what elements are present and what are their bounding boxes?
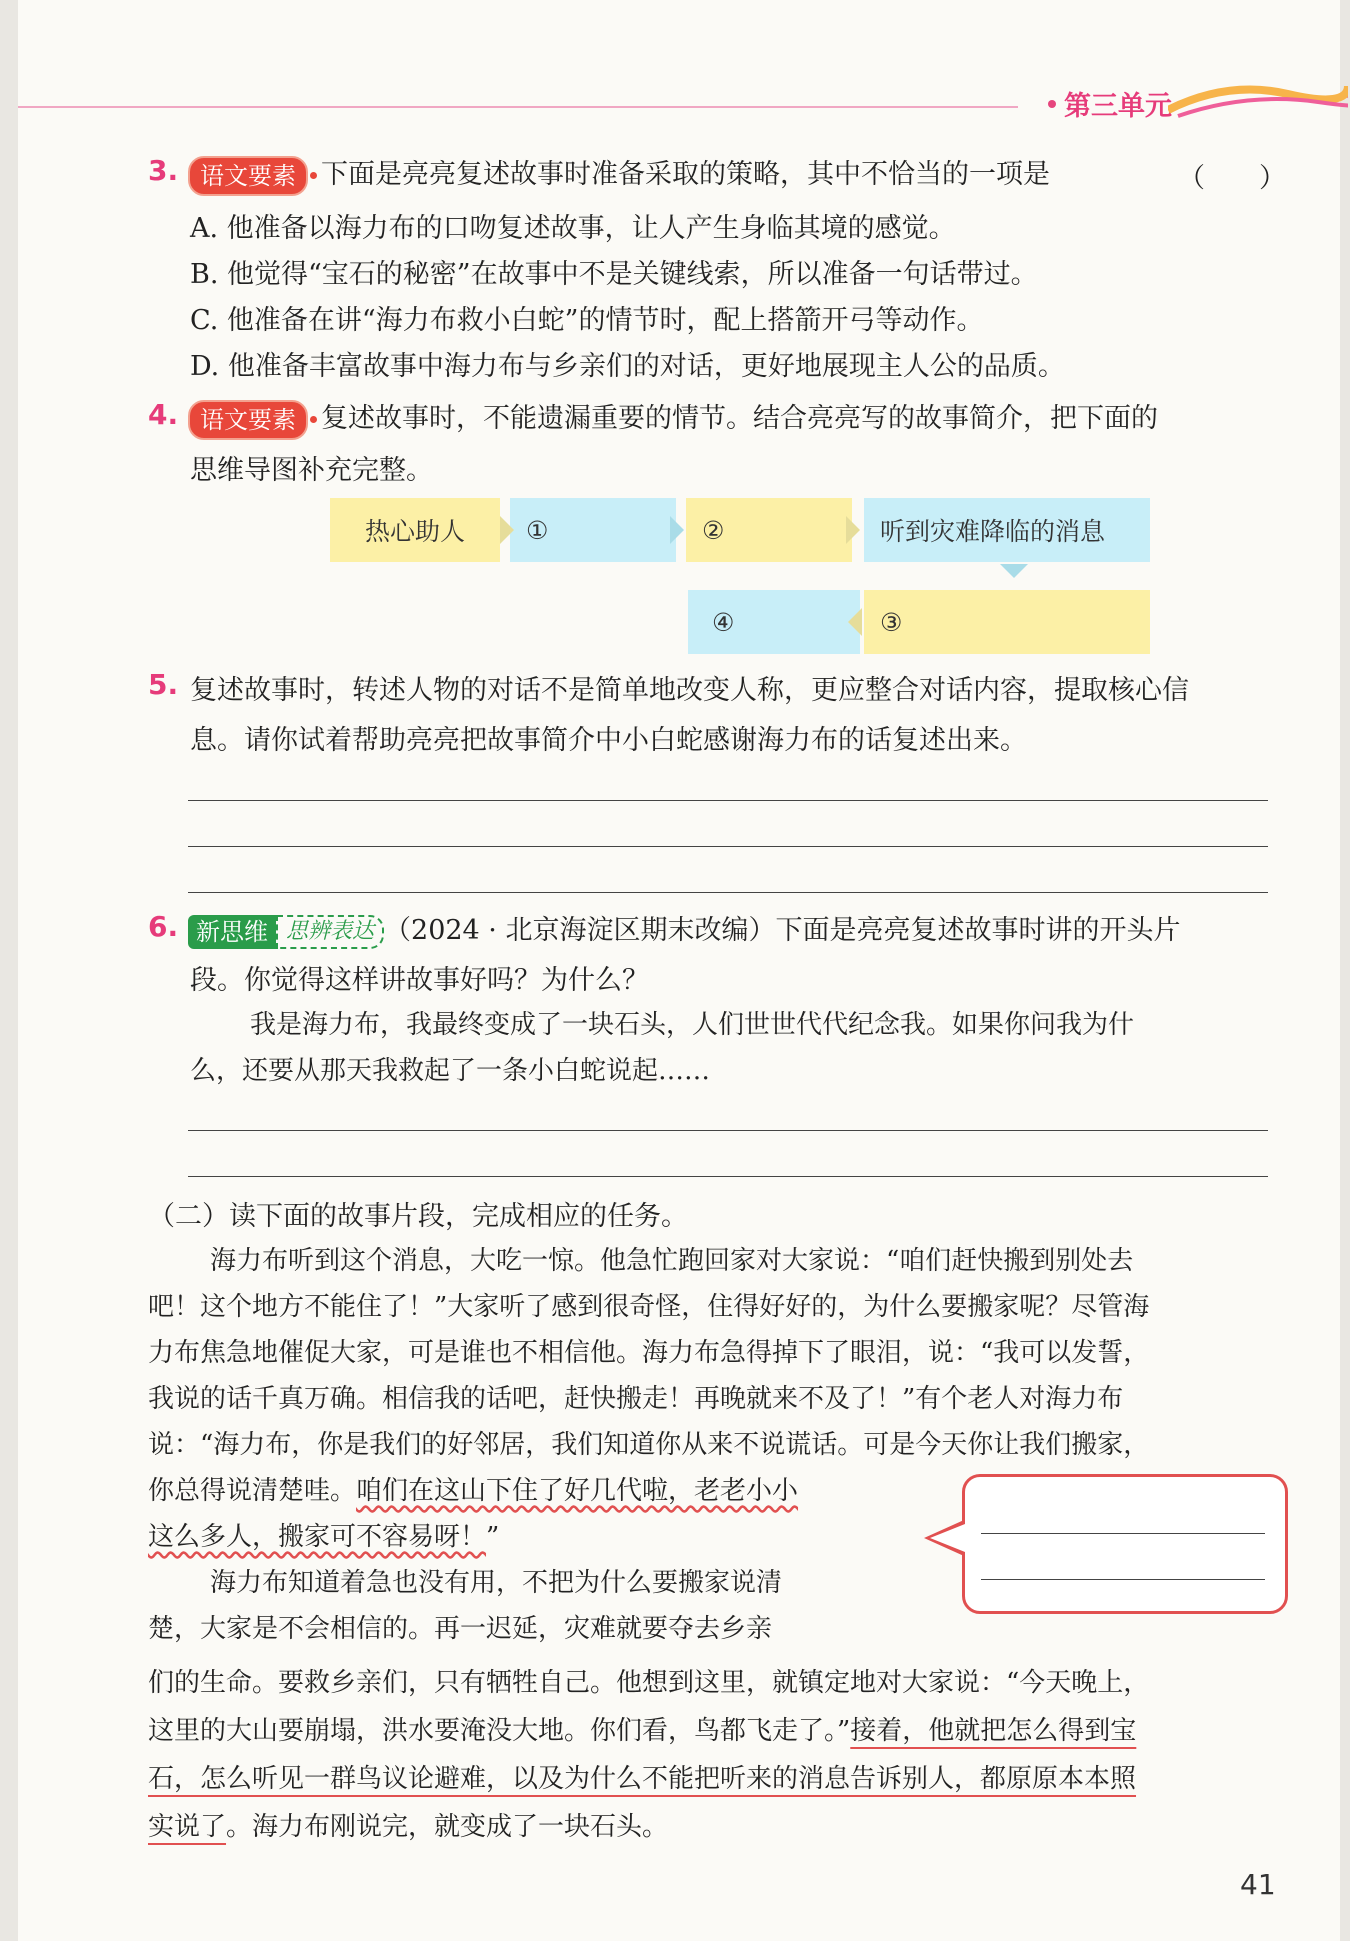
bubble-tail-inner — [930, 1524, 965, 1552]
part2-heading: （二）读下面的故事片段，完成相应的任务。 — [148, 1201, 688, 1232]
arrow-down-icon — [1000, 564, 1028, 578]
mindmap-box-3[interactable]: ② — [686, 498, 852, 562]
mindmap-box-5[interactable]: ③ — [864, 590, 1150, 654]
story-line: 力布焦急地催促大家，可是谁也不相信他。海力布急得掉下了眼泪，说：“我可以发誓， — [148, 1338, 1150, 1368]
page-number: 41 — [1240, 1868, 1276, 1901]
header-divider — [18, 106, 1018, 108]
q5-line2: 息。请你试着帮助亮亮把故事简介中小白蛇感谢海力布的话复述出来。 — [190, 725, 1027, 756]
q5-line1: 复述故事时，转述人物的对话不是简单地改变人称，更应整合对话内容，提取核心信 — [190, 675, 1189, 706]
q3-option-a: A. 他准备以海力布的口吻复述故事，让人产生身临其境的感觉。 — [190, 213, 956, 244]
q6-quote-line1: 我是海力布，我最终变成了一块石头，人们世世代代纪念我。如果你问我为什 — [250, 1010, 1135, 1040]
q3-number: 3. — [148, 154, 179, 187]
story-line: 说：“海力布，你是我们的好邻居，我们知道你从来不说谎话。可是今天你让我们搬家， — [148, 1430, 1150, 1460]
underlined-text: 实说了 — [148, 1812, 227, 1842]
story-line: 海力布听到这个消息，大吃一惊。他急忙跑回家对大家说：“咱们赶快搬到别处去 — [210, 1246, 1134, 1276]
story-line: 海力布知道着急也没有用，不把为什么要搬家说清 — [210, 1568, 783, 1598]
q3-stem-line — [188, 152, 1050, 196]
q6-answer-line[interactable] — [188, 1176, 1268, 1177]
q3-answer-paren[interactable]: （ ） — [1178, 163, 1286, 194]
story-line — [148, 1470, 798, 1507]
tag-dot-icon — [310, 416, 317, 423]
story-line: 楚，大家是不会相信的。再一迟延，灾难就要夺去乡亲 — [148, 1614, 773, 1644]
q4-tag: 语文要素 — [188, 400, 308, 440]
header-swoosh-decoration — [1168, 80, 1348, 120]
workbook-page — [18, 0, 1340, 1941]
story-line: 我说的话千真万确。相信我的话吧，赶快搬走！再晚就来不及了！”有个老人对海力布 — [148, 1384, 1124, 1414]
mindmap-box-1: 热心助人 — [330, 498, 500, 562]
underlined-text: 石，怎么听见一群鸟议论避难，以及为什么不能把听来的消息告诉别人，都原原本本照 — [148, 1764, 1137, 1794]
unit-dot — [1048, 100, 1056, 108]
bubble-answer-line[interactable] — [981, 1579, 1265, 1580]
story-line: 们的生命。要救乡亲们，只有牺牲自己。他想到这里，就镇定地对大家说：“今天晚上， — [148, 1668, 1150, 1698]
wavy-underlined-text: 这么多人，搬家可不容易呀！ — [148, 1522, 487, 1552]
wavy-underlined-text: 咱们在这山下住了好几代啦，老老小小 — [356, 1476, 799, 1506]
arrow-left-icon — [848, 608, 862, 636]
q6-number: 6. — [148, 910, 179, 943]
q6-line1: （2024 · 北京海淀区期末改编）下面是亮亮复述故事时讲的开头片 — [384, 915, 1181, 946]
story-line — [148, 1806, 668, 1843]
story-line — [148, 1516, 499, 1553]
q6-tag-critical: 思辨表达 — [276, 915, 384, 949]
q6-line2: 段。你觉得这样讲故事好吗？为什么？ — [190, 965, 649, 996]
q4-line1: 复述故事时，不能遗漏重要的情节。结合亮亮写的故事简介，把下面的 — [321, 403, 1158, 434]
story-line: 吧！这个地方不能住了！”大家听了感到很奇怪，住得好好的，为什么要搬家呢？尽管海 — [148, 1292, 1150, 1322]
underlined-text: 接着，他就把怎么得到宝 — [850, 1716, 1137, 1746]
q5-number: 5. — [148, 668, 179, 701]
q3-option-d: D. 他准备丰富故事中海力布与乡亲们的对话，更好地展现主人公的品质。 — [190, 351, 1065, 382]
unit-title: 第三单元 — [1064, 91, 1172, 122]
q6-tag-new-thinking: 新思维 — [188, 915, 276, 949]
q4-line2: 思维导图补充完整。 — [190, 455, 433, 486]
mindmap-box-6[interactable]: ④ — [688, 590, 860, 654]
q4-stem-line — [188, 396, 1158, 440]
q3-stem: 下面是亮亮复述故事时准备采取的策略，其中不恰当的一项是 — [321, 159, 1050, 190]
q4-number: 4. — [148, 398, 179, 431]
story-line — [148, 1710, 1136, 1747]
q5-answer-line[interactable] — [188, 800, 1268, 801]
story-text: 这里的大山要崩塌，洪水要淹没大地。你们看，鸟都飞走了。” — [148, 1716, 851, 1746]
mindmap-box-2[interactable]: ① — [510, 498, 676, 562]
q3-option-c: C. 他准备在讲“海力布救小白蛇”的情节时，配上搭箭开弓等动作。 — [190, 305, 984, 336]
q6-answer-line[interactable] — [188, 1130, 1268, 1131]
q6-quote-line2: 么，还要从那天我救起了一条小白蛇说起…… — [190, 1056, 711, 1086]
q6-stem-line — [188, 908, 1180, 949]
story-line — [148, 1758, 1136, 1795]
arrow-right-icon — [500, 516, 514, 544]
story-text: ” — [486, 1522, 500, 1552]
q3-tag: 语文要素 — [188, 156, 308, 196]
tag-dot-icon — [310, 172, 317, 179]
answer-bubble[interactable] — [962, 1474, 1288, 1614]
q3-option-b: B. 他觉得“宝石的秘密”在故事中不是关键线索，所以准备一句话带过。 — [190, 259, 1038, 290]
arrow-right-icon — [670, 516, 684, 544]
q5-answer-line[interactable] — [188, 892, 1268, 893]
arrow-right-icon — [846, 516, 860, 544]
story-text: 。海力布刚说完，就变成了一块石头。 — [226, 1812, 669, 1842]
story-text: 你总得说清楚哇。 — [148, 1476, 357, 1506]
mindmap-box-4: 听到灾难降临的消息 — [864, 498, 1150, 562]
bubble-answer-line[interactable] — [981, 1533, 1265, 1534]
q5-answer-line[interactable] — [188, 846, 1268, 847]
